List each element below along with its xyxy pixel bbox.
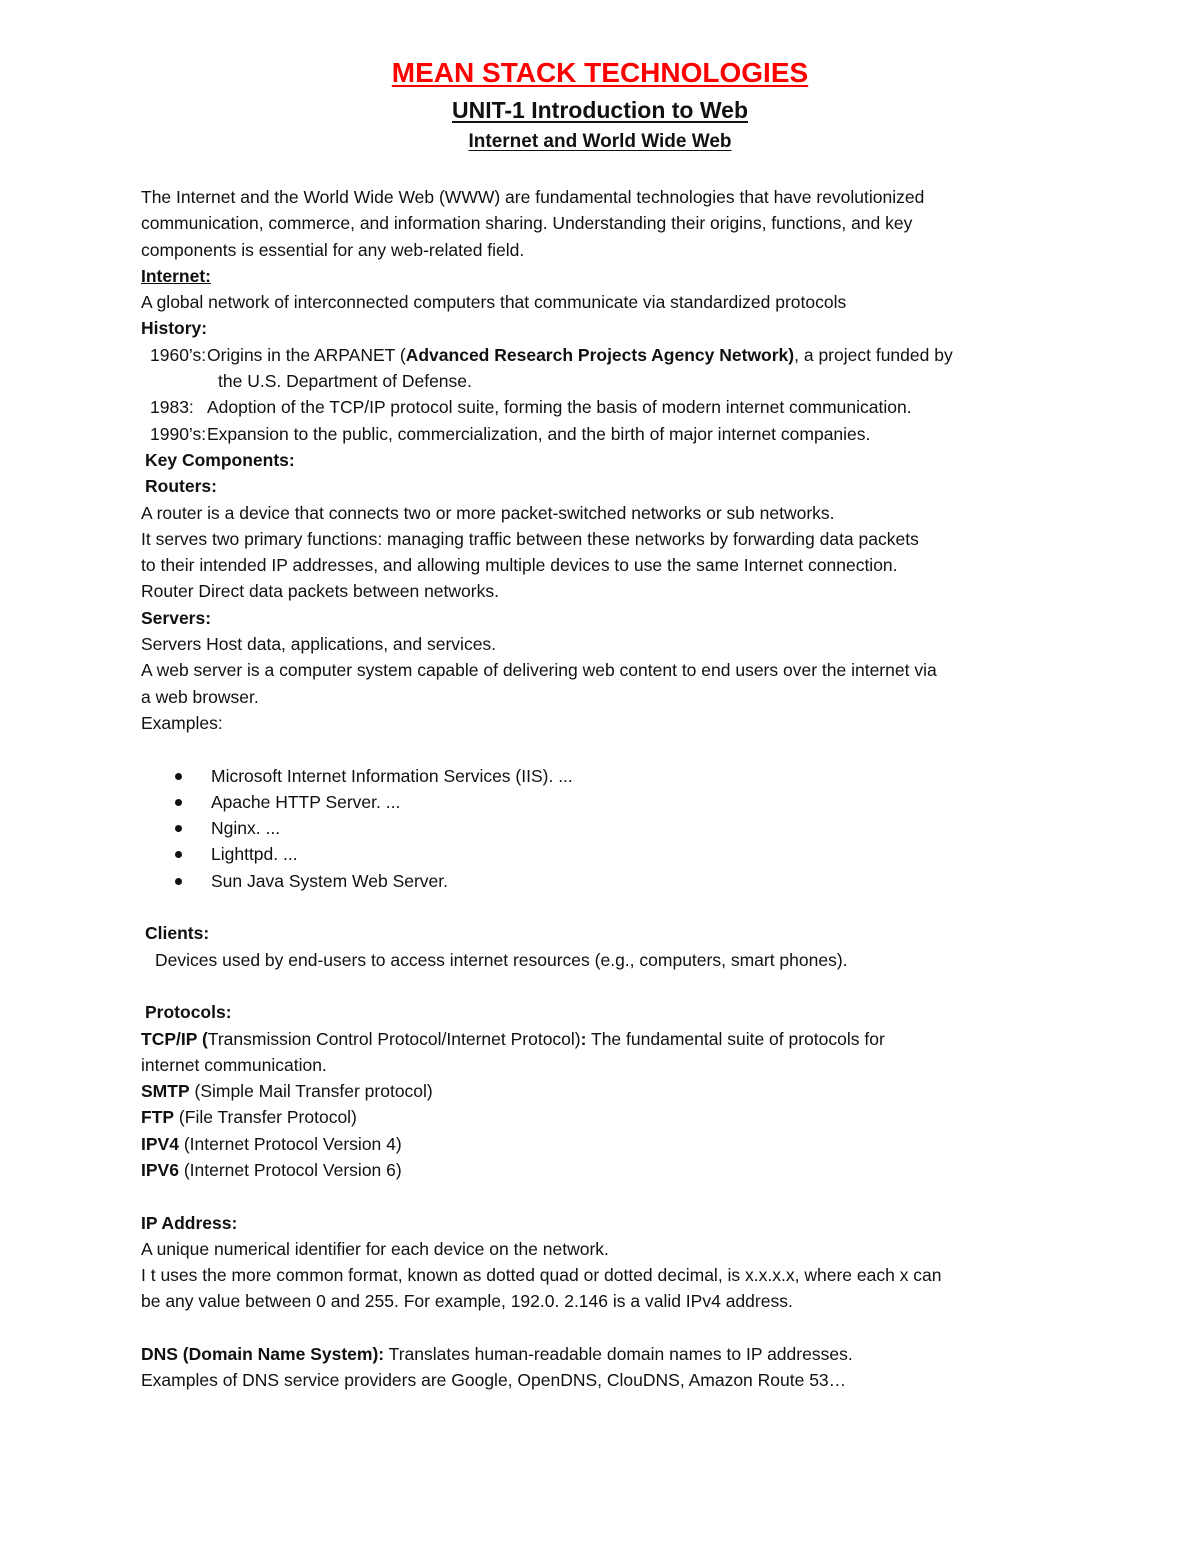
server-examples-list xyxy=(141,763,1071,894)
intro-line: components is essential for any web-related field. xyxy=(141,239,525,260)
history-year: 1960’s: xyxy=(150,344,207,365)
spacer xyxy=(141,1315,1071,1341)
protocols-heading: Protocols: xyxy=(145,1002,232,1023)
ip-address-heading: IP Address: xyxy=(141,1212,238,1233)
spacer xyxy=(141,894,1071,920)
routers-line: It serves two primary functions: managing traffic between these networks by forwarding data packets xyxy=(141,528,919,549)
examples-label: Examples: xyxy=(141,712,223,733)
servers-line: A web server is a computer system capable of delivering web content to end users over the internet via xyxy=(141,660,937,681)
clients-heading: Clients: xyxy=(145,923,210,944)
bullet-icon xyxy=(175,799,182,806)
document-title: MEAN STACK TECHNOLOGIES xyxy=(391,57,809,88)
servers-line: a web browser. xyxy=(141,686,259,707)
internet-definition: A global network of interconnected computers that communicate via standardized protocols xyxy=(141,292,847,313)
routers-heading: Routers: xyxy=(145,476,217,497)
servers-line: Servers Host data, applications, and services. xyxy=(141,634,497,655)
protocol-tcpip-continued: internet communication. xyxy=(141,1054,327,1075)
routers-line: to their intended IP addresses, and allowing multiple devices to use the same Internet connection. xyxy=(141,555,898,576)
unit-title: UNIT-1 Introduction to Web xyxy=(452,97,748,123)
history-item-1960s: 1960’s:Origins in the ARPANET (Advanced Research Projects Agency Network), a project funded by xyxy=(141,342,1071,368)
bullet-icon xyxy=(175,878,182,885)
protocol-item: FTP (File Transfer Protocol) xyxy=(141,1107,357,1128)
history-item-1983: 1983: Adoption of the TCP/IP protocol suite, forming the basis of modern internet communication. xyxy=(141,394,1071,420)
list-item: Sun Java System Web Server. xyxy=(141,868,1071,894)
document-body xyxy=(141,184,1071,1394)
protocol-tcpip: TCP/IP (Transmission Control Protocol/Internet Protocol): The fundamental suite of protocols for xyxy=(141,1028,885,1049)
dns-heading: DNS (Domain Name System): xyxy=(141,1344,385,1365)
ip-address-line: I t uses the more common format, known as dotted quad or dotted decimal, is x.x.x.x, where each x can xyxy=(141,1265,942,1286)
ip-address-line: A unique numerical identifier for each device on the network. xyxy=(141,1238,609,1259)
clients-text: Devices used by end-users to access internet resources (e.g., computers, smart phones). xyxy=(155,949,848,970)
history-year: 1983: xyxy=(150,397,194,418)
list-item: Nginx. ... xyxy=(141,815,1071,841)
spacer xyxy=(141,973,1071,999)
bullet-icon xyxy=(175,825,182,832)
intro-line: The Internet and the World Wide Web (WWW) are fundamental technologies that have revolutionized xyxy=(141,187,925,207)
key-components-heading: Key Components: xyxy=(145,449,295,470)
dns-line: DNS (Domain Name System): Translates human-readable domain names to IP addresses. xyxy=(141,1344,853,1365)
history-heading: History: xyxy=(141,318,208,339)
spacer xyxy=(141,736,1071,762)
routers-line: Router Direct data packets between networks. xyxy=(141,581,499,602)
history-item-1990s: 1990’s:Expansion to the public, commercialization, and the birth of major internet companies. xyxy=(141,421,1071,447)
list-item: Apache HTTP Server. ... xyxy=(141,789,1071,815)
list-item: Microsoft Internet Information Services (IIS). ... xyxy=(141,763,1071,789)
ip-address-line: be any value between 0 and 255. For example, 192.0. 2.146 is a valid IPv4 address. xyxy=(141,1291,793,1312)
bullet-icon xyxy=(175,773,182,780)
servers-heading: Servers: xyxy=(141,607,212,628)
intro-line: communication, commerce, and information sharing. Understanding their origins, functions, and key xyxy=(141,213,913,234)
bullet-icon xyxy=(175,851,182,858)
spacer xyxy=(141,1183,1071,1209)
history-item-1960s-continued: the U.S. Department of Defense. xyxy=(218,371,472,392)
topic-title: Internet and World Wide Web xyxy=(468,131,732,152)
internet-heading: Internet: xyxy=(141,265,211,286)
protocol-item: SMTP (Simple Mail Transfer protocol) xyxy=(141,1081,433,1102)
protocol-item: IPV6 (Internet Protocol Version 6) xyxy=(141,1159,402,1180)
routers-line: A router is a device that connects two or more packet-switched networks or sub networks. xyxy=(141,502,835,523)
list-item: Lighttpd. ... xyxy=(141,841,1071,867)
dns-examples: Examples of DNS service providers are Google, OpenDNS, ClouDNS, Amazon Route 53… xyxy=(141,1370,847,1391)
protocol-item: IPV4 (Internet Protocol Version 4) xyxy=(141,1133,402,1154)
history-year: 1990’s: xyxy=(150,423,207,444)
